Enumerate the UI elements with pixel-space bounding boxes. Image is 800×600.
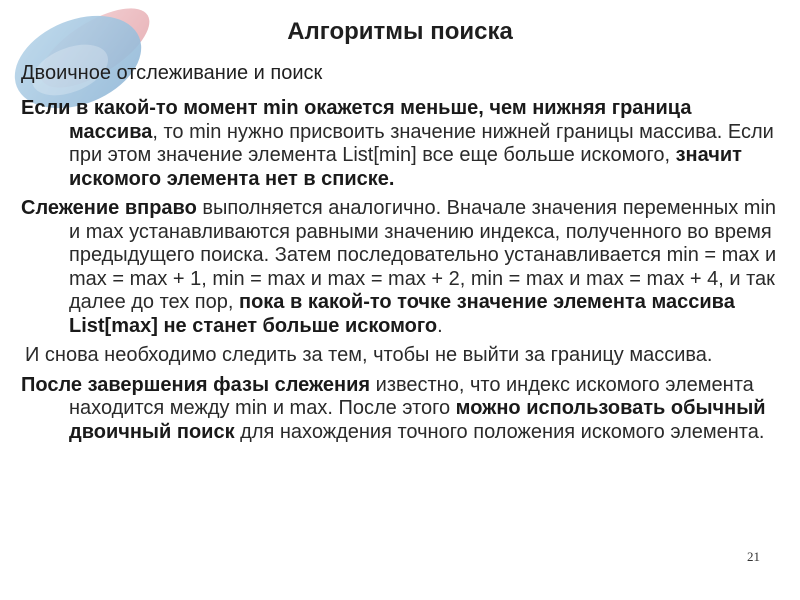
paragraph-right-tracking [21,197,781,338]
slide-title: Алгоритмы поиска [287,18,513,45]
slide-number: 21 [747,549,760,564]
slide-subtitle: Двоичное отслеживание и поиск [21,62,323,84]
body-text: для нахождения точного положения искомого элемента. [234,420,765,443]
bold-text: Слежение вправо [21,197,197,219]
bold-text: можно использовать обычный двоичный поиск [69,397,766,443]
body-text: , то min нужно присвоить значение нижней границы массива. Если при этом значение элемента List[min] все еще больше искомого, [69,120,774,166]
body-text: И снова необходимо следить за тем, чтобы не выйти за границу массива. [25,344,713,366]
bold-text: После завершения фазы слежения [21,373,371,396]
paragraph-bounds-check [21,344,781,368]
paragraph-lower-bound [21,97,781,191]
body-text: известно, что индекс искомого элемента находится между min и max. После этого [69,373,754,419]
paragraph-after-tracking [21,374,781,445]
slide-content [21,97,781,450]
bold-text: пока в какой-то точке значение элемента массива List[max] не станет больше искомого [69,291,735,337]
bold-text: значит искомого элемента нет в списке. [69,144,742,190]
bold-text: Если в какой-то момент min окажется меньше, чем нижняя граница массива [21,97,692,143]
body-text: выполняется аналогично. Вначале значения переменных min и max устанавливаются равными значению индекса, полученного во время предыдущего поиска. Затем последовательно устанавливается min = max и max = max + 1, min = max и max = max + 2, min = max и max = max + 4, и так далее до тех пор, [69,197,777,313]
body-text: . [437,314,443,337]
